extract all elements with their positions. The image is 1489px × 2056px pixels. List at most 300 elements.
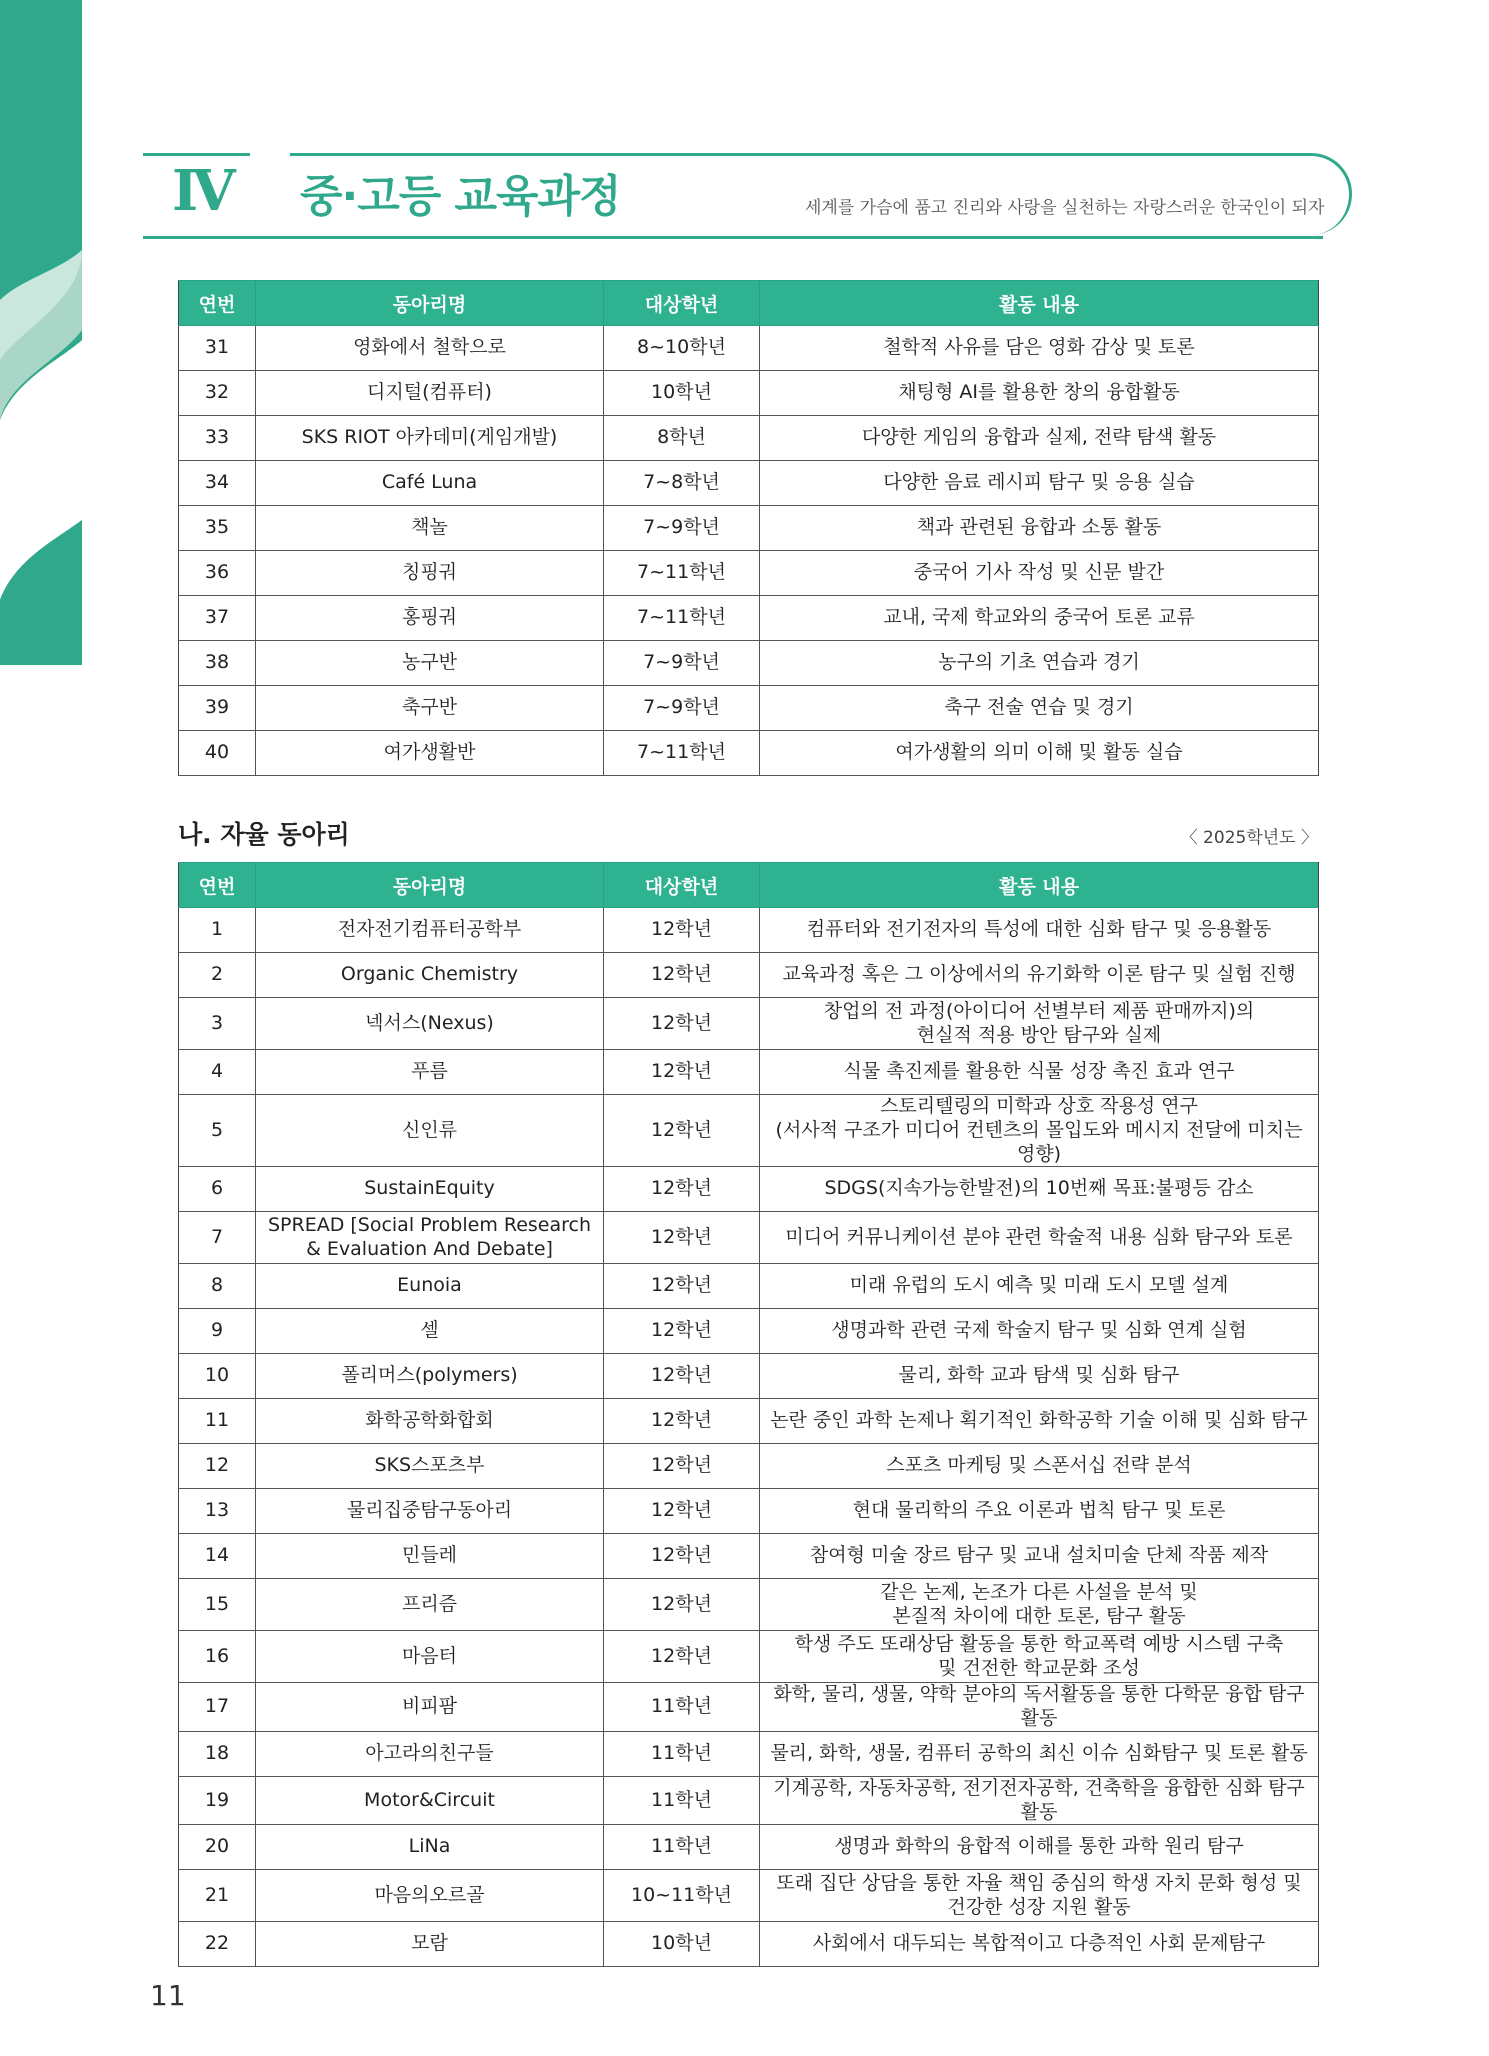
cell-no	[179, 1167, 256, 1212]
cell-activity-text: 창업의 전 과정(아이디어 선별부터 제품 판매까지)의	[823, 999, 1255, 1022]
cell-grade-text: 7~11학년	[637, 606, 726, 629]
cell-no	[179, 1776, 256, 1825]
cell-activity	[760, 1444, 1319, 1489]
cell-activity	[760, 1825, 1319, 1870]
table-row	[179, 1050, 1319, 1095]
cell-no	[179, 551, 256, 596]
cell-grade-text: 12학년	[651, 1454, 712, 1477]
cell-grade-text: 10학년	[651, 1932, 712, 1955]
cell-name	[256, 1212, 604, 1264]
cell-activity	[760, 1922, 1319, 1967]
cell-grade	[604, 686, 760, 731]
cell-no	[179, 1354, 256, 1399]
cell-no-text: 34	[204, 471, 230, 494]
cell-activity-text: 여가생활의 의미 이해 및 활동 실습	[895, 741, 1183, 764]
cell-activity-text: 본질적 차이에 대한 토론, 탐구 활동	[892, 1604, 1186, 1627]
cell-no	[179, 1444, 256, 1489]
cell-name	[256, 641, 604, 686]
cell-activity-text: 기계공학, 자동차공학, 전기전자공학, 건축학을 융합한 심화 탐구 활동	[773, 1776, 1305, 1823]
cell-no-text: 37	[204, 606, 230, 629]
cell-no	[179, 326, 256, 371]
cell-grade	[604, 1922, 760, 1967]
table-row	[179, 416, 1319, 461]
cell-name-text: 푸름	[411, 1060, 448, 1083]
cell-no	[179, 1534, 256, 1579]
cell-activity	[760, 416, 1319, 461]
cell-no-text: 17	[204, 1695, 230, 1718]
cell-grade-text: 11학년	[651, 1741, 712, 1764]
cell-grade-text: 11학년	[651, 1835, 712, 1858]
cell-no	[179, 1264, 256, 1309]
cell-activity	[760, 1095, 1319, 1167]
section-title: 나. 자율 동아리	[178, 820, 350, 849]
table-row	[179, 1534, 1319, 1579]
cell-activity	[760, 596, 1319, 641]
cell-activity-text: 채팅형 AI를 활용한 창의 융합활동	[898, 381, 1180, 404]
cell-activity	[760, 1399, 1319, 1444]
column-header-grade: 대상학년	[604, 281, 760, 326]
cell-name-text: 셀	[420, 1319, 439, 1342]
cell-name-text: 화학공학화합회	[365, 1409, 494, 1432]
cell-activity-text: 현대 물리학의 주요 이론과 법칙 탐구 및 토론	[852, 1499, 1226, 1522]
table-row	[179, 731, 1319, 776]
cell-grade-text: 10~11학년	[631, 1883, 732, 1906]
cell-no	[179, 506, 256, 551]
cell-no-text: 35	[204, 516, 230, 539]
cell-activity-text: 논란 중인 과학 논제나 획기적인 화학공학 기술 이해 및 심화 탐구	[770, 1409, 1308, 1432]
page-subtitle: 세계를 가슴에 품고 진리와 사랑을 실천하는 자랑스러운 한국인이 되자	[805, 198, 1325, 218]
column-header-grade: 대상학년	[604, 863, 760, 908]
cell-name	[256, 506, 604, 551]
cell-activity	[760, 731, 1319, 776]
cell-activity	[760, 551, 1319, 596]
cell-name-text: 폴리머스(polymers)	[341, 1364, 518, 1387]
cell-name-text: 농구반	[401, 651, 458, 674]
table-row	[179, 953, 1319, 998]
cell-grade	[604, 506, 760, 551]
table-row	[179, 1309, 1319, 1354]
cell-grade	[604, 1212, 760, 1264]
section-year: 〈 2025학년도 〉	[1180, 828, 1318, 848]
table-row	[179, 1489, 1319, 1534]
column-header-activity: 활동 내용	[760, 281, 1319, 326]
table-row	[179, 1631, 1319, 1683]
cell-no	[179, 1489, 256, 1534]
cell-no-text: 21	[204, 1883, 230, 1906]
cell-no-text: 14	[204, 1544, 230, 1567]
cell-activity-text: 및 건전한 학교문화 조성	[938, 1656, 1140, 1679]
cell-grade-text: 12학년	[651, 1364, 712, 1387]
cell-grade	[604, 1399, 760, 1444]
cell-name	[256, 371, 604, 416]
cell-activity-text: 같은 논제, 논조가 다른 사설을 분석 및	[880, 1581, 1198, 1603]
cell-activity-text: 학생 주도 또래상담 활동을 통한 학교폭력 예방 시스템 구축	[794, 1633, 1284, 1655]
table-row	[179, 1922, 1319, 1967]
cell-name	[256, 1683, 604, 1732]
cell-activity	[760, 953, 1319, 998]
cell-name	[256, 596, 604, 641]
cell-activity-text: 물리, 화학 교과 탐색 및 심화 탐구	[898, 1364, 1180, 1387]
cell-name	[256, 1731, 604, 1776]
cell-grade	[604, 1050, 760, 1095]
cell-activity-text: 다양한 음료 레시피 탐구 및 응용 실습	[883, 471, 1195, 494]
cell-grade-text: 12학년	[651, 1118, 712, 1141]
cell-name	[256, 1825, 604, 1870]
table-row	[179, 1731, 1319, 1776]
cell-grade	[604, 731, 760, 776]
cell-name-text: 신인류	[401, 1118, 458, 1141]
cell-activity-text: 식물 촉진제를 활용한 식물 성장 촉진 효과 연구	[843, 1060, 1235, 1083]
cell-grade-text: 7~11학년	[637, 561, 726, 584]
cell-grade-text: 8~10학년	[637, 336, 726, 359]
cell-name-text: 영화에서 철학으로	[353, 336, 506, 359]
cell-no	[179, 1870, 256, 1922]
cell-grade-text: 7~11학년	[637, 741, 726, 764]
cell-no	[179, 1631, 256, 1683]
cell-name	[256, 1309, 604, 1354]
cell-name-text: Organic Chemistry	[340, 963, 519, 986]
cell-name-text: 비피팜	[401, 1695, 458, 1718]
cell-no	[179, 461, 256, 506]
cell-name	[256, 1631, 604, 1683]
cell-name-text: 물리집중탐구동아리	[346, 1499, 513, 1522]
cell-grade	[604, 371, 760, 416]
table-row	[179, 551, 1319, 596]
cell-grade-text: 12학년	[651, 1225, 712, 1248]
page-title: 중·고등 교육과정	[300, 171, 621, 222]
cell-name	[256, 1534, 604, 1579]
cell-no-text: 39	[204, 696, 230, 719]
column-header-no: 연번	[179, 863, 256, 908]
cell-activity-text: 교육과정 혹은 그 이상에서의 유기화학 이론 탐구 및 실험 진행	[782, 963, 1296, 986]
cell-no-text: 16	[204, 1644, 230, 1667]
cell-activity	[760, 1212, 1319, 1264]
column-header-no: 연번	[179, 281, 256, 326]
cell-name	[256, 1050, 604, 1095]
cell-grade	[604, 596, 760, 641]
cell-grade-text: 12학년	[651, 918, 712, 941]
cell-grade	[604, 1579, 760, 1631]
cell-grade	[604, 998, 760, 1050]
table-row	[179, 998, 1319, 1050]
page-number: 11	[150, 1979, 186, 2012]
cell-activity-text: 농구의 기초 연습과 경기	[938, 651, 1140, 674]
cell-name-text: 마음터	[401, 1644, 458, 1667]
cell-no	[179, 686, 256, 731]
cell-grade	[604, 1354, 760, 1399]
cell-grade	[604, 326, 760, 371]
cell-no	[179, 731, 256, 776]
cell-name	[256, 686, 604, 731]
cell-name-text: 마음의오르골	[374, 1883, 485, 1906]
cell-name-text: 칭핑궈	[401, 561, 458, 584]
cell-name-text: 프리즘	[401, 1592, 458, 1615]
cell-name-text: SustainEquity	[364, 1177, 495, 1200]
cell-name-text: SKS스포츠부	[374, 1454, 485, 1477]
cell-no-text: 15	[204, 1592, 230, 1615]
cell-activity	[760, 1354, 1319, 1399]
cell-no-text: 19	[204, 1788, 230, 1811]
cell-activity-text: 컴퓨터와 전기전자의 특성에 대한 심화 탐구 및 응용활동	[806, 918, 1272, 941]
cell-grade	[604, 1776, 760, 1825]
cell-name	[256, 326, 604, 371]
cell-activity-text: 물리, 화학, 생물, 컴퓨터 공학의 최신 이슈 심화탐구 및 토론 활동	[770, 1741, 1308, 1764]
cell-activity	[760, 998, 1319, 1050]
cell-activity-text: 화학, 물리, 생물, 약학 분야의 독서활동을 통한 다학문 융합 탐구 활동	[773, 1683, 1305, 1729]
cell-name-text: 홍핑궈	[401, 606, 458, 629]
cell-name	[256, 731, 604, 776]
cell-no	[179, 908, 256, 953]
table-row	[179, 1776, 1319, 1825]
cell-no-text: 36	[204, 561, 230, 584]
table-body	[179, 326, 1319, 776]
cell-activity	[760, 371, 1319, 416]
cell-grade-text: 7~9학년	[643, 651, 720, 674]
cell-activity	[760, 1050, 1319, 1095]
cell-activity	[760, 1683, 1319, 1732]
cell-no	[179, 1731, 256, 1776]
cell-activity-text: 현실적 적용 방안 탐구와 실제	[916, 1023, 1162, 1046]
cell-activity	[760, 1579, 1319, 1631]
cell-no-text: 38	[204, 651, 230, 674]
cell-no	[179, 953, 256, 998]
cell-no	[179, 1825, 256, 1870]
cell-name	[256, 1167, 604, 1212]
cell-no-text: 32	[204, 381, 230, 404]
cell-grade	[604, 1264, 760, 1309]
cell-grade	[604, 461, 760, 506]
table-row	[179, 326, 1319, 371]
cell-name	[256, 998, 604, 1050]
cell-no-text: 8	[210, 1274, 224, 1297]
cell-grade	[604, 1731, 760, 1776]
cell-no-text: 6	[210, 1177, 224, 1200]
table-row	[179, 686, 1319, 731]
cell-no	[179, 1095, 256, 1167]
cell-activity-text: 중국어 기사 작성 및 신문 발간	[913, 561, 1165, 584]
cell-name	[256, 1444, 604, 1489]
cell-name	[256, 1095, 604, 1167]
cell-activity-text: 사회에서 대두되는 복합적이고 다층적인 사회 문제탐구	[812, 1932, 1266, 1955]
cell-activity	[760, 461, 1319, 506]
cell-activity	[760, 326, 1319, 371]
table-header-row	[179, 863, 1319, 908]
cell-no	[179, 416, 256, 461]
cell-activity	[760, 1631, 1319, 1683]
cell-name	[256, 1354, 604, 1399]
cell-grade-text: 11학년	[651, 1695, 712, 1718]
table-row	[179, 1683, 1319, 1732]
cell-grade	[604, 1683, 760, 1732]
cell-activity-text: 생명과 화학의 융합적 이해를 통한 과학 원리 탐구	[834, 1835, 1244, 1858]
table-row	[179, 1444, 1319, 1489]
table-row	[179, 641, 1319, 686]
cell-grade-text: 11학년	[651, 1788, 712, 1811]
cell-no	[179, 641, 256, 686]
cell-no	[179, 1683, 256, 1732]
cell-activity	[760, 1870, 1319, 1922]
table-row	[179, 1870, 1319, 1922]
cell-no-text: 5	[210, 1118, 224, 1141]
cell-name	[256, 1922, 604, 1967]
cell-no-text: 9	[210, 1319, 224, 1342]
table-row	[179, 908, 1319, 953]
decorative-side-band	[0, 0, 90, 665]
cell-grade-text: 12학년	[651, 1060, 712, 1083]
column-header-name: 동아리명	[256, 863, 604, 908]
cell-activity-text: 스포츠 마케팅 및 스폰서십 전략 분석	[886, 1454, 1192, 1477]
cell-activity	[760, 686, 1319, 731]
cell-no	[179, 1309, 256, 1354]
cell-name	[256, 1579, 604, 1631]
table-row	[179, 1167, 1319, 1212]
cell-grade	[604, 908, 760, 953]
cell-name-text: SKS RIOT 아카데미(게임개발)	[301, 426, 558, 449]
cell-no	[179, 371, 256, 416]
cell-name-text: Motor&Circuit	[364, 1788, 495, 1811]
cell-activity	[760, 506, 1319, 551]
table-body	[179, 908, 1319, 1967]
cell-grade-text: 12학년	[651, 1011, 712, 1034]
cell-grade-text: 7~8학년	[643, 471, 720, 494]
cell-name	[256, 1264, 604, 1309]
table-row	[179, 461, 1319, 506]
cell-grade	[604, 1167, 760, 1212]
cell-activity-text: SDGS(지속가능한발전)의 10번째 목표:불평등 감소	[824, 1177, 1254, 1200]
cell-name-text: 모람	[411, 1932, 448, 1955]
table-header-row	[179, 281, 1319, 326]
cell-activity	[760, 1264, 1319, 1309]
cell-grade-text: 10학년	[651, 381, 712, 404]
cell-activity	[760, 1167, 1319, 1212]
cell-no-text: 10	[204, 1364, 230, 1387]
cell-grade	[604, 1534, 760, 1579]
cell-grade-text: 12학년	[651, 963, 712, 986]
cell-activity	[760, 1534, 1319, 1579]
chapter-numeral: Ⅳ	[172, 158, 236, 224]
column-header-name: 동아리명	[256, 281, 604, 326]
table-row	[179, 1825, 1319, 1870]
cell-no-text: 12	[204, 1454, 230, 1477]
cell-name-text: Café Luna	[381, 471, 478, 494]
cell-grade	[604, 1489, 760, 1534]
club-table-continued	[178, 280, 1319, 776]
header-accent-line	[143, 153, 250, 156]
cell-no-text: 18	[204, 1741, 230, 1764]
table-row	[179, 596, 1319, 641]
column-header-activity: 활동 내용	[760, 863, 1319, 908]
cell-grade-text: 12학년	[651, 1409, 712, 1432]
table-row	[179, 1212, 1319, 1264]
cell-activity-text: 스토리텔링의 미학과 상호 작용성 연구	[880, 1095, 1198, 1117]
cell-no	[179, 1399, 256, 1444]
table-row	[179, 1579, 1319, 1631]
cell-activity-text: 미래 유럽의 도시 예측 및 미래 도시 모델 설계	[849, 1274, 1229, 1297]
cell-no	[179, 1922, 256, 1967]
cell-activity-text: 생명과학 관련 국제 학술지 탐구 및 심화 연계 실험	[831, 1319, 1247, 1342]
cell-no-text: 4	[210, 1060, 224, 1083]
cell-grade-text: 8학년	[657, 426, 706, 449]
cell-name-text: 책놀	[411, 516, 448, 539]
cell-no	[179, 596, 256, 641]
cell-activity-text: (서사적 구조가 미디어 컨텐츠의 몰입도와 메시지 전달에 미치는 영향)	[775, 1118, 1303, 1165]
cell-activity-text: 다양한 게임의 융합과 실제, 전략 탐색 활동	[861, 426, 1217, 449]
cell-name	[256, 1870, 604, 1922]
cell-grade-text: 12학년	[651, 1274, 712, 1297]
cell-grade	[604, 551, 760, 596]
table-row	[179, 1354, 1319, 1399]
cell-name-text: 아고라의친구들	[365, 1741, 494, 1764]
cell-name-text: 여가생활반	[383, 741, 476, 764]
cell-no-text: 40	[204, 741, 230, 764]
cell-activity-text: 또래 집단 상담을 통한 자율 책임 중심의 학생 자치 문화 형성 및	[776, 1872, 1302, 1894]
cell-grade-text: 7~9학년	[643, 696, 720, 719]
cell-grade-text: 7~9학년	[643, 516, 720, 539]
cell-name-text: 전자전기컴퓨터공학부	[337, 918, 522, 941]
cell-no-text: 33	[204, 426, 230, 449]
cell-grade-text: 12학년	[651, 1644, 712, 1667]
cell-grade	[604, 1309, 760, 1354]
cell-activity	[760, 1776, 1319, 1825]
cell-name-text: & Evaluation And Debate]	[306, 1237, 553, 1260]
cell-grade-text: 12학년	[651, 1544, 712, 1567]
cell-grade-text: 12학년	[651, 1319, 712, 1342]
cell-activity	[760, 1489, 1319, 1534]
cell-no-text: 20	[204, 1835, 230, 1858]
cell-grade-text: 12학년	[651, 1499, 712, 1522]
cell-activity-text: 교내, 국제 학교와의 중국어 토론 교류	[883, 606, 1195, 629]
cell-name	[256, 953, 604, 998]
cell-grade-text: 12학년	[651, 1177, 712, 1200]
cell-name-text: SPREAD [Social Problem Research	[267, 1214, 592, 1236]
cell-activity-text: 축구 전술 연습 및 경기	[944, 696, 1134, 719]
cell-no-text: 13	[204, 1499, 230, 1522]
cell-activity	[760, 908, 1319, 953]
cell-grade	[604, 1870, 760, 1922]
cell-grade	[604, 1825, 760, 1870]
cell-no	[179, 1212, 256, 1264]
autonomous-club-table	[178, 862, 1319, 1967]
cell-no	[179, 1050, 256, 1095]
cell-name	[256, 1399, 604, 1444]
table-row	[179, 1264, 1319, 1309]
cell-name	[256, 1776, 604, 1825]
cell-grade	[604, 1631, 760, 1683]
cell-activity-text: 철학적 사유를 담은 영화 감상 및 토론	[883, 336, 1195, 359]
cell-name-text: 민들레	[401, 1544, 458, 1567]
cell-activity	[760, 1731, 1319, 1776]
cell-name-text: 디지털(컴퓨터)	[367, 381, 492, 404]
cell-no	[179, 998, 256, 1050]
cell-activity-text: 미디어 커뮤니케이션 분야 관련 학술적 내용 심화 탐구와 토론	[785, 1225, 1293, 1248]
cell-grade	[604, 953, 760, 998]
cell-name	[256, 1489, 604, 1534]
header-divider	[143, 236, 1323, 239]
cell-name	[256, 908, 604, 953]
cell-name	[256, 551, 604, 596]
cell-no-text: 7	[210, 1225, 224, 1248]
cell-grade-text: 12학년	[651, 1592, 712, 1615]
table-row	[179, 506, 1319, 551]
cell-activity	[760, 641, 1319, 686]
cell-activity-text: 참여형 미술 장르 탐구 및 교내 설치미술 단체 작품 제작	[809, 1544, 1269, 1567]
cell-no-text: 11	[204, 1409, 230, 1432]
cell-no-text: 2	[210, 963, 224, 986]
cell-name-text: Eunoia	[397, 1274, 462, 1297]
cell-grade	[604, 641, 760, 686]
cell-no	[179, 1579, 256, 1631]
table-row	[179, 1095, 1319, 1167]
